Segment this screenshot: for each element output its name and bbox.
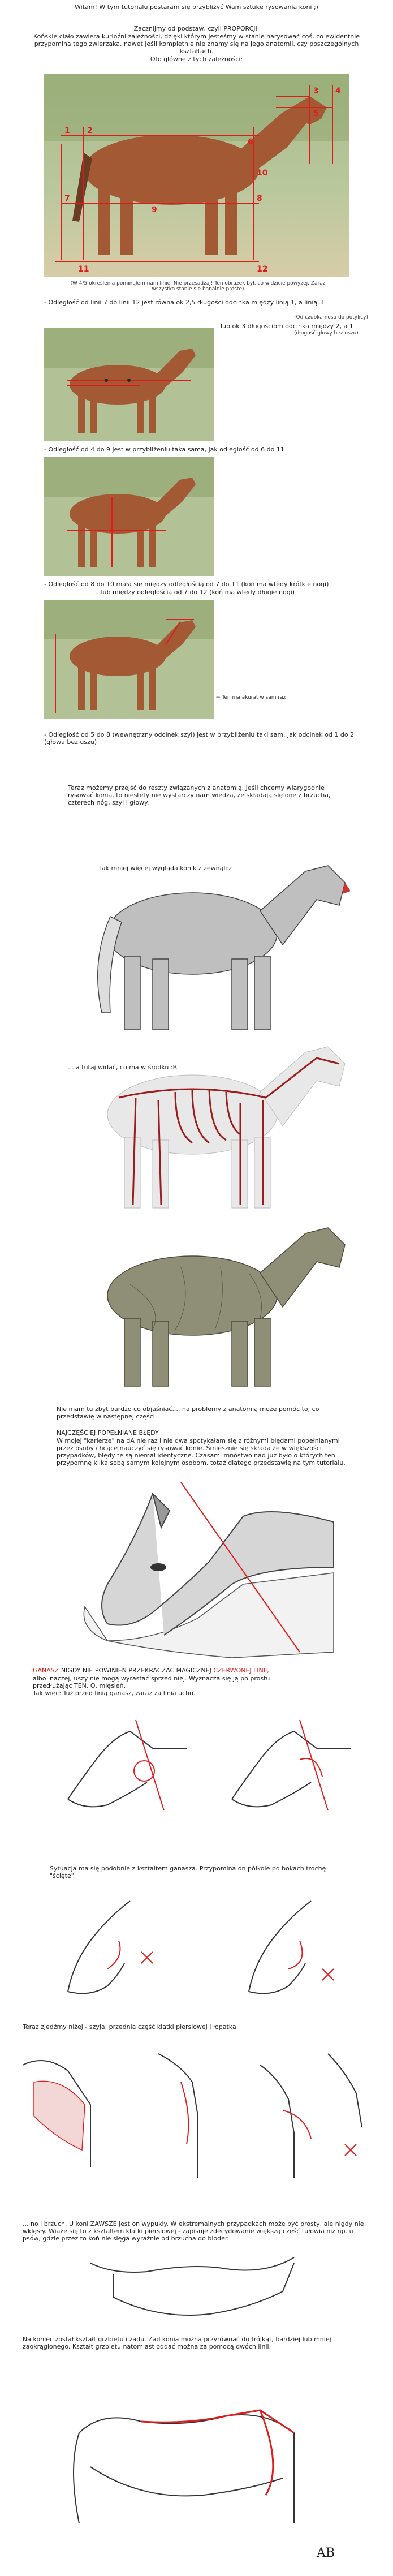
- proportion-photo-large: [44, 74, 349, 277]
- photo1-label: 6: [248, 137, 253, 147]
- jaw-sketches-illustration: [45, 1878, 362, 2003]
- head-sketches-illustration: [45, 1697, 362, 1822]
- horse-skeleton-drawing: [79, 1035, 362, 1216]
- intro-welcome: Witam! W tym tutorialu postaram się przybliżyć Wam sztukę rysowania koni ;): [75, 3, 318, 11]
- horse-exterior-illustration: [79, 849, 362, 1041]
- photo1-label: 11: [78, 265, 89, 274]
- proportion-photo-4: [44, 600, 214, 719]
- magic-line-tip: Tak więc: Tuż przed linią ganasz, zaraz za linią ucho.: [33, 1689, 196, 1697]
- belly-note: ... no i brzuch. U koni ZAWSZE jest on wypukły. W ekstremalnych przypadkach może być prosty, ale nigdy nie wklęsły. Wiąże się to z kształtem klatki piersiowej - zapisuje zdecydowanie większą część tułowia niż np. u psów, gdzie przez to koń nie sięga wyraźnie od brzucha do bioder.: [23, 2220, 364, 2242]
- note-head-length-sub: (Od czubka nosa do potylicy): [294, 315, 368, 320]
- photo1-label: 9: [152, 205, 157, 214]
- intro-body: Końskie ciało zawiera kurioźni zależności, dzięki którym jesteśmy w stanie narysować coś, co ewidentnie przypomina tego zwierzaka, nawet jeśli kompletnie nie znamy się na jego anatomii, czy poszczególnych kształtach.: [33, 33, 360, 55]
- horse-head-line-drawing: [74, 1471, 345, 1658]
- photo1-label: 3: [313, 87, 319, 96]
- section2-summary: Nie mam tu zbyt bardzo co objaśniać.... na problemy z anatomią może pomóc to, co przedstawię w następnej części.: [57, 1405, 319, 1420]
- neck-note: Teraz zjedźmy niżej - szyja, przednia część klatki piersiowej i łopatka.: [23, 2023, 239, 2031]
- errors-title: NAJCZĘŚCIEJ POPEŁNIANE BŁĘDY: [57, 1429, 159, 1437]
- belly-illustration: [79, 2240, 317, 2325]
- note-head-length-alt: lub ok 3 długościom odcinka między 2, a 1: [221, 322, 353, 330]
- back-illustration: [57, 2354, 373, 2557]
- horse-photo-illustration: [44, 600, 214, 719]
- photo1-label: 1: [64, 126, 70, 135]
- photo1-caption: (W 4/5 określenia pominąłem nam linie. Nie przesadzaj! Ten obrazek był, co widzicie powyżej. Zaraz wszystko stanie się banalnie proste): [70, 281, 326, 292]
- note-leg-length: - Odległość od 8 do 10 mała się między odległością od 7 do 11 (koń ma wtedy krótkie nogi): [44, 580, 329, 588]
- photo1-label: 4: [335, 87, 341, 96]
- magic-line-explain: albo inaczej, uszy nie mogą wyrastać sprzed niej. Wyznacza się ją po prostu przedłużając TEN, O, mięsień.: [33, 1675, 270, 1689]
- horse-muscles-drawing: [79, 1216, 362, 1392]
- section2-intro: Teraz możemy przejść do reszty związanych z anatomią. Jeśli chcemy wiarygodnie rysować konia, to niestety nie wystarczy nam wiedza, że składają się one z brzucha, czterech nóg, szyi i głowy.: [68, 784, 331, 806]
- proportion-photo-2: [44, 328, 214, 441]
- photo1-label: 8: [257, 194, 262, 203]
- horse-head-illustration: [74, 1471, 345, 1658]
- photo1-label: 5: [313, 109, 319, 118]
- magic-lead: GANASZ: [33, 1667, 59, 1674]
- neck-chest-illustration: [11, 2031, 385, 2201]
- jaw-sketches: [45, 1878, 362, 2003]
- note-tail: ← Ten ma akurat w sam raz: [216, 695, 286, 700]
- intro-start: Zacznijmy od podstaw, czyli PROPORCJI.: [133, 25, 260, 32]
- horse-muscles-illustration: [79, 1216, 362, 1392]
- note-leg-length-alt: ...lub między odległością od 7 do 12 (koń ma wtedy długie nogi): [95, 588, 295, 596]
- photo1-label: 2: [87, 126, 93, 135]
- note-legs-equal: - Odległość od 4 do 9 jest w przybliżeniu taka sama, jak odległość od 6 do 11: [44, 446, 284, 453]
- back-sketch: [57, 2354, 373, 2557]
- intro-relations: Oto główne z tych zależności:: [150, 55, 243, 63]
- section2-inside: ... a tutaj widać, co ma w środku :B: [68, 1064, 178, 1071]
- horse-photo-illustration: [44, 74, 349, 277]
- errors-body: W mojej "karierze" na dA nie raz i nie dwa spotykałam się z różnymi błędami popełnianymi przez osoby chcące nauczyć się rysować konie. Śmiesznie się składa że w większości przypadków, błędy te są niemal identyczne. Czasami mnóstwo nad już było o których ten przypomnę kilka sobą samym kolejnym osobom, totaż dlatego przedstawię na tym tutorialu.: [57, 1437, 346, 1467]
- horse-skeleton-illustration: [79, 1035, 362, 1216]
- belly-sketch: [79, 2240, 317, 2325]
- note-head-length: - Odległość od linii 7 do linii 12 jest równa ok 2,5 długości odcinka między linią 1, a linią 3: [44, 299, 323, 306]
- magic-rest: NIGDY NIE POWINIEN PRZEKRACZAĆ MAGICZNEJ: [59, 1667, 214, 1674]
- neck-chest-sketches: [11, 2031, 385, 2201]
- horse-photo-illustration: [44, 457, 214, 576]
- photo1-label: 7: [64, 194, 70, 203]
- horse-exterior-drawing: [79, 849, 362, 1041]
- photo1-label: 10: [257, 169, 268, 178]
- note-neck-length: - Odległość od 5 do 8 (wewnętrzny odcinek szyi) jest w przybliżeniu taki sam, jak odcinek od 1 do 2 (głowa bez uszu): [44, 731, 355, 746]
- section2-outside: Tak mniej więcej wygląda konik z zewnątrz: [99, 865, 232, 872]
- proportion-photo-3: [44, 457, 214, 576]
- magic-line-label: CZERWONEJ LINII,: [213, 1667, 269, 1674]
- artist-signature: AB: [317, 2546, 335, 2560]
- photo1-label: 12: [257, 265, 268, 274]
- back-note: Na koniec został kształt grzbietu i zadu. Żad konia można przyrównać do trójkąt, bardziej lub mniej zaokrąglonego. Kształt grzbietu natomiast oddać można za pomocą dwóch linii.: [23, 2336, 331, 2350]
- note-head-length-alt-sub: (długość głowy bez uszu): [294, 330, 359, 336]
- head-sketches: [45, 1697, 362, 1822]
- jaw-note: Sytuacja ma się podobnie z kształtem ganasza. Przypomina on półkole po bokach trochę "ścięte".: [50, 1865, 326, 1880]
- horse-photo-illustration: [44, 328, 214, 441]
